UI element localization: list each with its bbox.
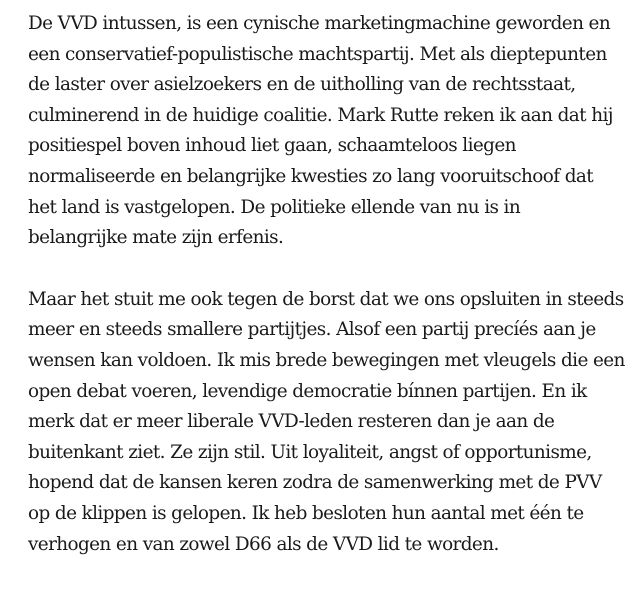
text-line: Maar het stuit me ook tegen de borst dat we ons opsluiten in steeds xyxy=(28,288,624,310)
text-line: hopend dat de kansen keren zodra de samenwerking met de PVV xyxy=(28,472,602,494)
text-line: de laster over asielzoekers en de uitholling van de rechtsstaat, xyxy=(28,74,576,96)
text-line: buitenkant ziet. Ze zijn stil. Uit loyaliteit, angst of opportunisme, xyxy=(28,441,592,463)
paragraph-1 xyxy=(28,9,640,254)
text-line: verhogen en van zowel D66 als de VVD lid te worden. xyxy=(28,533,499,555)
text-line: culminerend in de huidige coalitie. Mark Rutte reken ik aan dat hij xyxy=(28,104,613,126)
text-line: belangrijke mate zijn erfenis. xyxy=(28,227,284,249)
text-line: De VVD intussen, is een cynische marketingmachine geworden en xyxy=(28,13,611,34)
text-line: positiespel boven inhoud liet gaan, schaamteloos liegen xyxy=(28,135,516,157)
text-line: op de klippen is gelopen. Ik heb besloten hun aantal met één te xyxy=(28,502,584,524)
text-line: het land is vastgelopen. De politieke ellende van nu is in xyxy=(28,196,521,218)
text-line: open debat voeren, levendige democratie bínnen partijen. En ik xyxy=(28,380,587,402)
text-line: wensen kan voldoen. Ik mis brede bewegingen met vleugels die een xyxy=(28,349,625,371)
article-body xyxy=(28,9,640,591)
text-line: een conservatief-populistische machtspartij. Met als dieptepunten xyxy=(28,43,607,65)
paragraph-2 xyxy=(28,285,640,560)
text-line: meer en steeds smallere partijtjes. Alsof een partij precíés aan je xyxy=(28,319,596,341)
text-line: normaliseerde en belangrijke kwesties zo lang vooruitschoof dat xyxy=(28,165,594,187)
text-line: merk dat er meer liberale VVD-leden resteren dan je aan de xyxy=(28,411,555,433)
